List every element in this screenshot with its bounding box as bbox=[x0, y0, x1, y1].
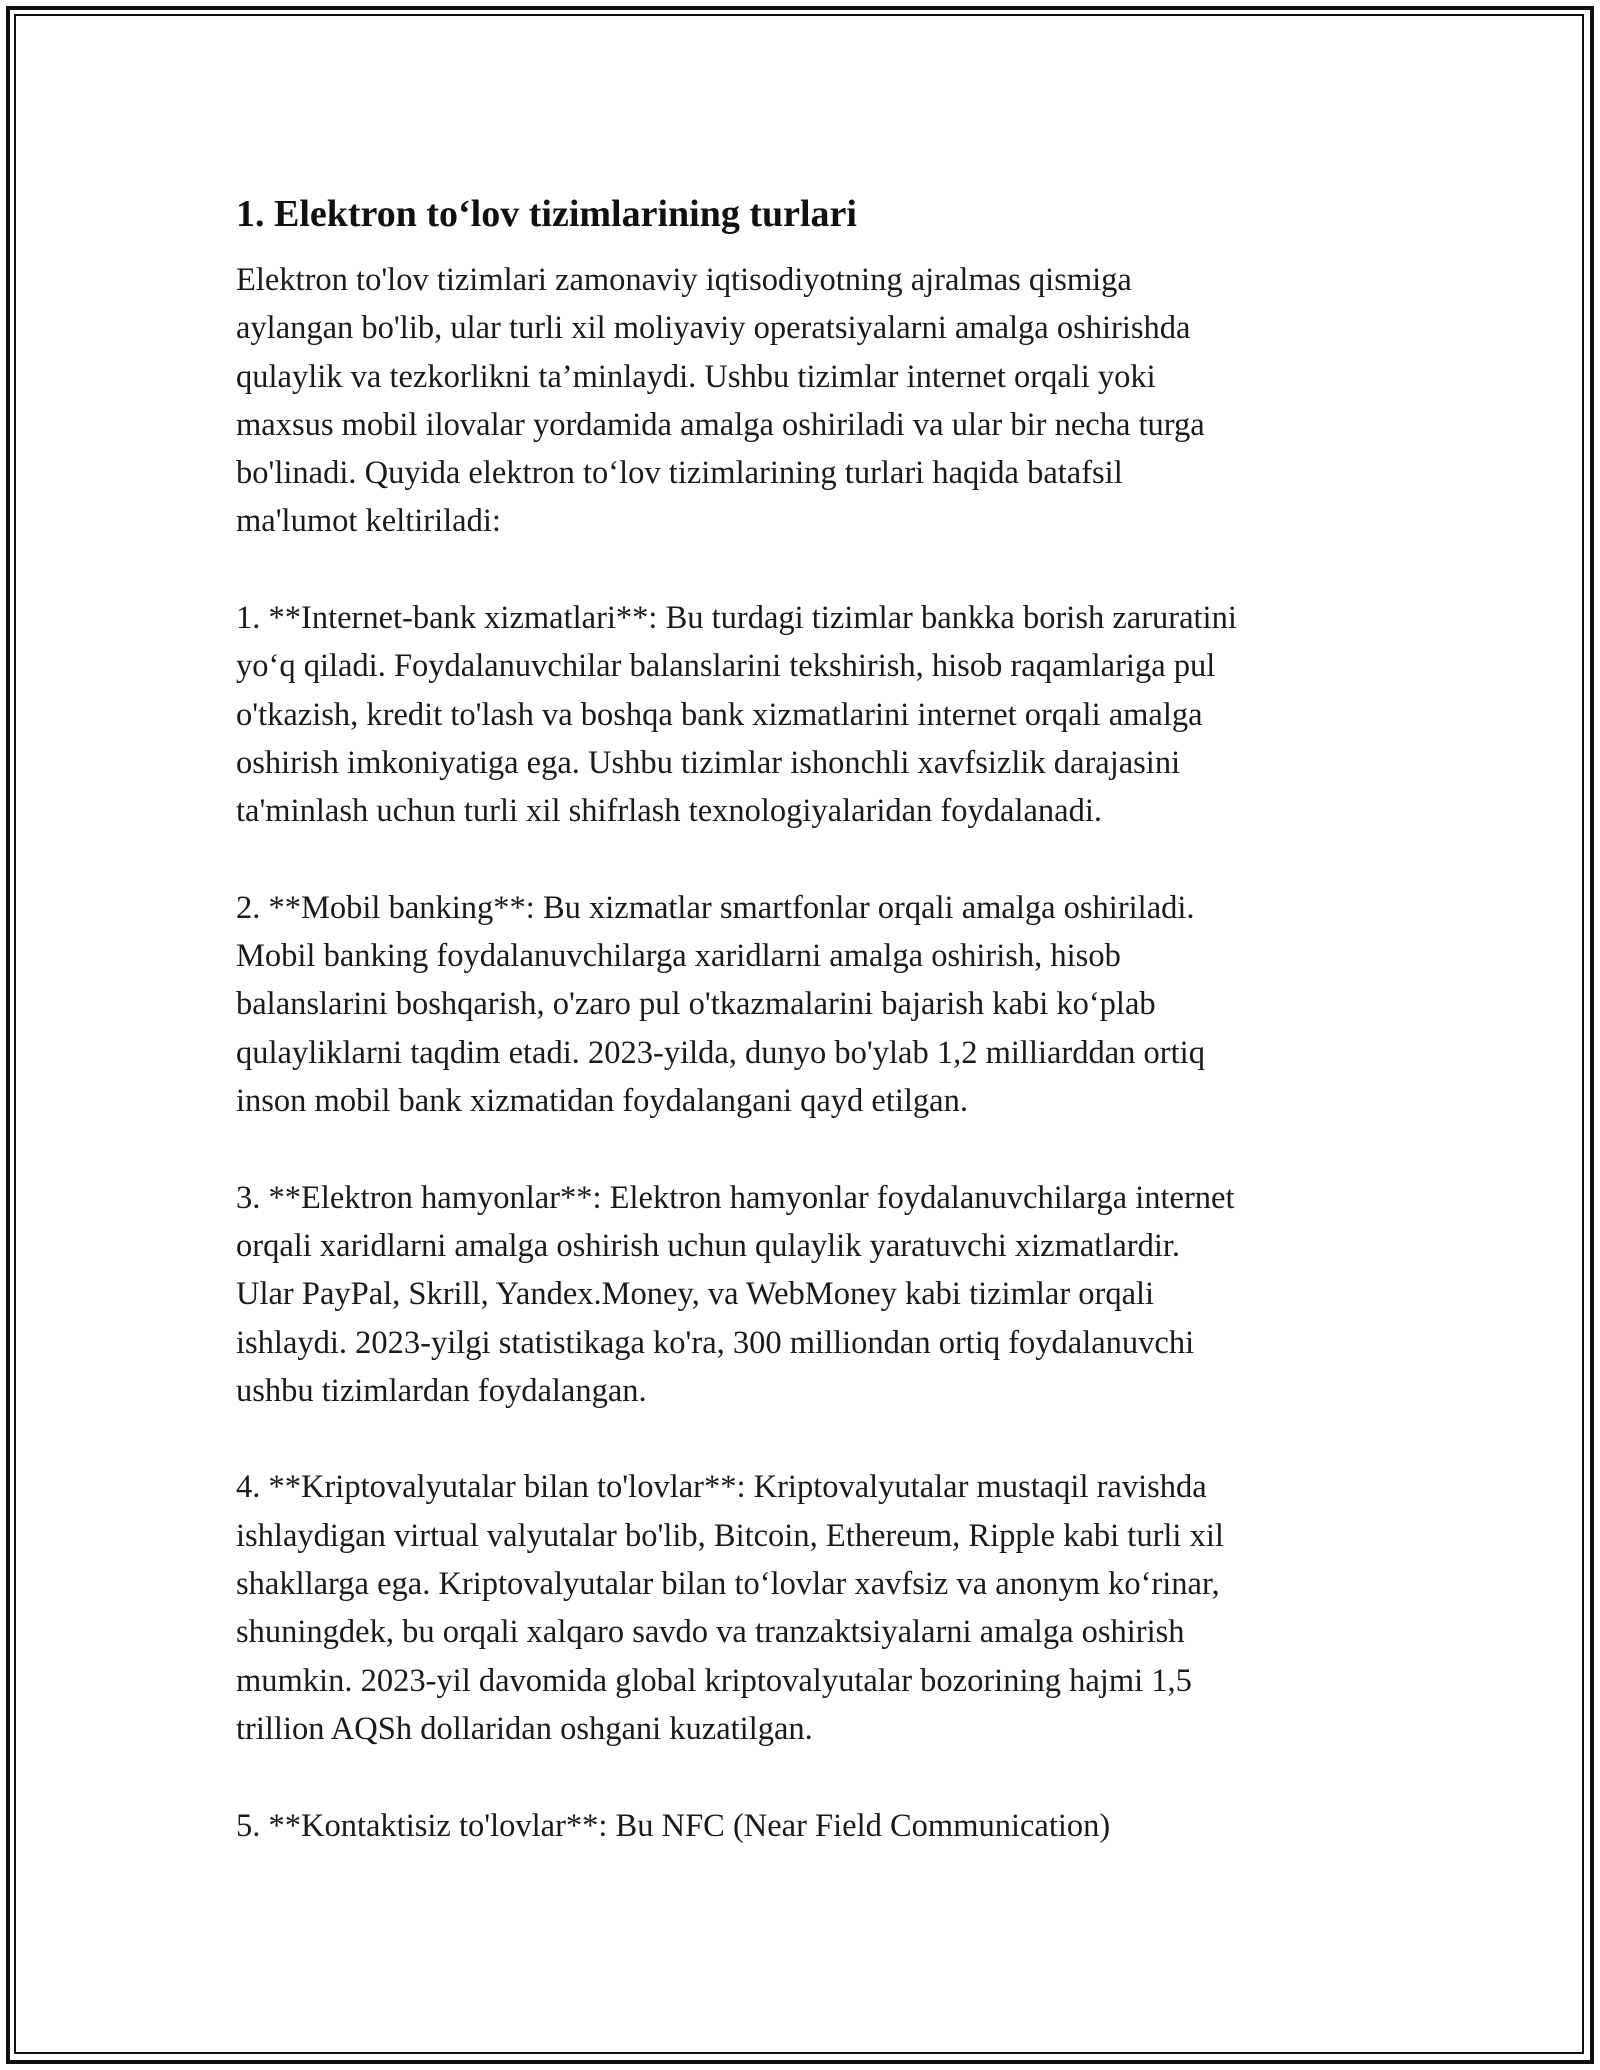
paragraph bbox=[236, 1463, 1376, 1753]
text-line: shuningdek, bu orqali xalqaro savdo va tranzaktsiyalarni amalga oshirish bbox=[236, 1614, 1185, 1651]
text-line: ishlaydigan virtual valyutalar bo'lib, Bitcoin, Ethereum, Ripple kabi turli xil bbox=[236, 1517, 1224, 1554]
text-line: 1. **Internet-bank xizmatlari**: Bu turdagi tizimlar bankka borish zaruratini bbox=[236, 600, 1237, 637]
text-line: qulaylik va tezkorlikni ta’minlaydi. Ushbu tizimlar internet orqali yoki bbox=[236, 358, 1156, 395]
paragraph bbox=[236, 256, 1376, 546]
text-line: 3. **Elektron hamyonlar**: Elektron hamyonlar foydalanuvchilarga internet bbox=[236, 1179, 1235, 1216]
paragraph-spacer bbox=[236, 1125, 1376, 1173]
text-line: orqali xaridlarni amalga oshirish uchun qulaylik yaratuvchi xizmatlardir. bbox=[236, 1227, 1181, 1264]
text-line: ma'lumot keltiriladi: bbox=[236, 503, 501, 540]
paragraph bbox=[236, 884, 1376, 1125]
text-line: ushbu tizimlardan foydalangan. bbox=[236, 1372, 647, 1409]
paragraph bbox=[236, 1802, 1376, 1850]
text-line: o'tkazish, kredit to'lash va boshqa bank xizmatlarini internet orqali amalga bbox=[236, 696, 1203, 733]
paragraph-spacer bbox=[236, 1415, 1376, 1463]
text-line: oshirish imkoniyatiga ega. Ushbu tizimlar ishonchli xavfsizlik darajasini bbox=[236, 744, 1181, 781]
text-line: mumkin. 2023-yil davomida global kriptovalyutalar bozorining hajmi 1,5 bbox=[236, 1662, 1192, 1699]
paragraph-spacer bbox=[236, 1753, 1376, 1801]
paragraph bbox=[236, 1174, 1376, 1415]
text-line: Mobil banking foydalanuvchilarga xaridlarni amalga oshirish, hisob bbox=[236, 938, 1121, 975]
text-line: aylangan bo'lib, ular turli xil moliyaviy operatsiyalarni amalga oshirishda bbox=[236, 310, 1191, 347]
text-line: 5. **Kontaktisiz to'lovlar**: Bu NFC (Near Field Communication) bbox=[236, 1807, 1111, 1844]
text-line: qulayliklarni taqdim etadi. 2023-yilda, dunyo bo'ylab 1,2 milliarddan ortiq bbox=[236, 1034, 1205, 1071]
text-line: bo'linadi. Quyida elektron to‘lov tizimlarining turlari haqida batafsil bbox=[236, 455, 1123, 492]
document-body bbox=[236, 180, 1376, 1850]
paragraph-list bbox=[236, 256, 1376, 1850]
text-line: trillion AQSh dollaridan oshgani kuzatilgan. bbox=[236, 1710, 813, 1747]
section-heading: 1. Elektron to‘lov tizimlarining turlari bbox=[236, 193, 857, 235]
text-line: balanslarini boshqarish, o'zaro pul o'tkazmalarini bajarish kabi ko‘plab bbox=[236, 986, 1156, 1023]
text-line: Elektron to'lov tizimlari zamonaviy iqtisodiyotning ajralmas qismiga bbox=[236, 262, 1132, 298]
text-line: maxsus mobil ilovalar yordamida amalga oshiriladi va ular bir necha turga bbox=[236, 406, 1205, 443]
text-line: ishlaydi. 2023-yilgi statistikaga ko'ra, 300 milliondan ortiq foydalanuvchi bbox=[236, 1324, 1195, 1361]
text-line: inson mobil bank xizmatidan foydalangani qayd etilgan. bbox=[236, 1083, 968, 1120]
text-line: ta'minlash uchun turli xil shifrlash texnologiyalaridan foydalanadi. bbox=[236, 793, 1102, 830]
text-line: shakllarga ega. Kriptovalyutalar bilan to‘lovlar xavfsiz va anonym ko‘rinar, bbox=[236, 1566, 1220, 1603]
text-line: 4. **Kriptovalyutalar bilan to'lovlar**: Kriptovalyutalar mustaqil ravishda bbox=[236, 1469, 1207, 1506]
text-line: yo‘q qiladi. Foydalanuvchilar balanslarini tekshirish, hisob raqamlariga pul bbox=[236, 648, 1216, 685]
paragraph-spacer bbox=[236, 836, 1376, 884]
text-line: Ular PayPal, Skrill, Yandex.Money, va WebMoney kabi tizimlar orqali bbox=[236, 1276, 1155, 1313]
paragraph bbox=[236, 594, 1376, 835]
paragraph-spacer bbox=[236, 546, 1376, 594]
text-line: 2. **Mobil banking**: Bu xizmatlar smartfonlar orqali amalga oshiriladi. bbox=[236, 889, 1195, 926]
